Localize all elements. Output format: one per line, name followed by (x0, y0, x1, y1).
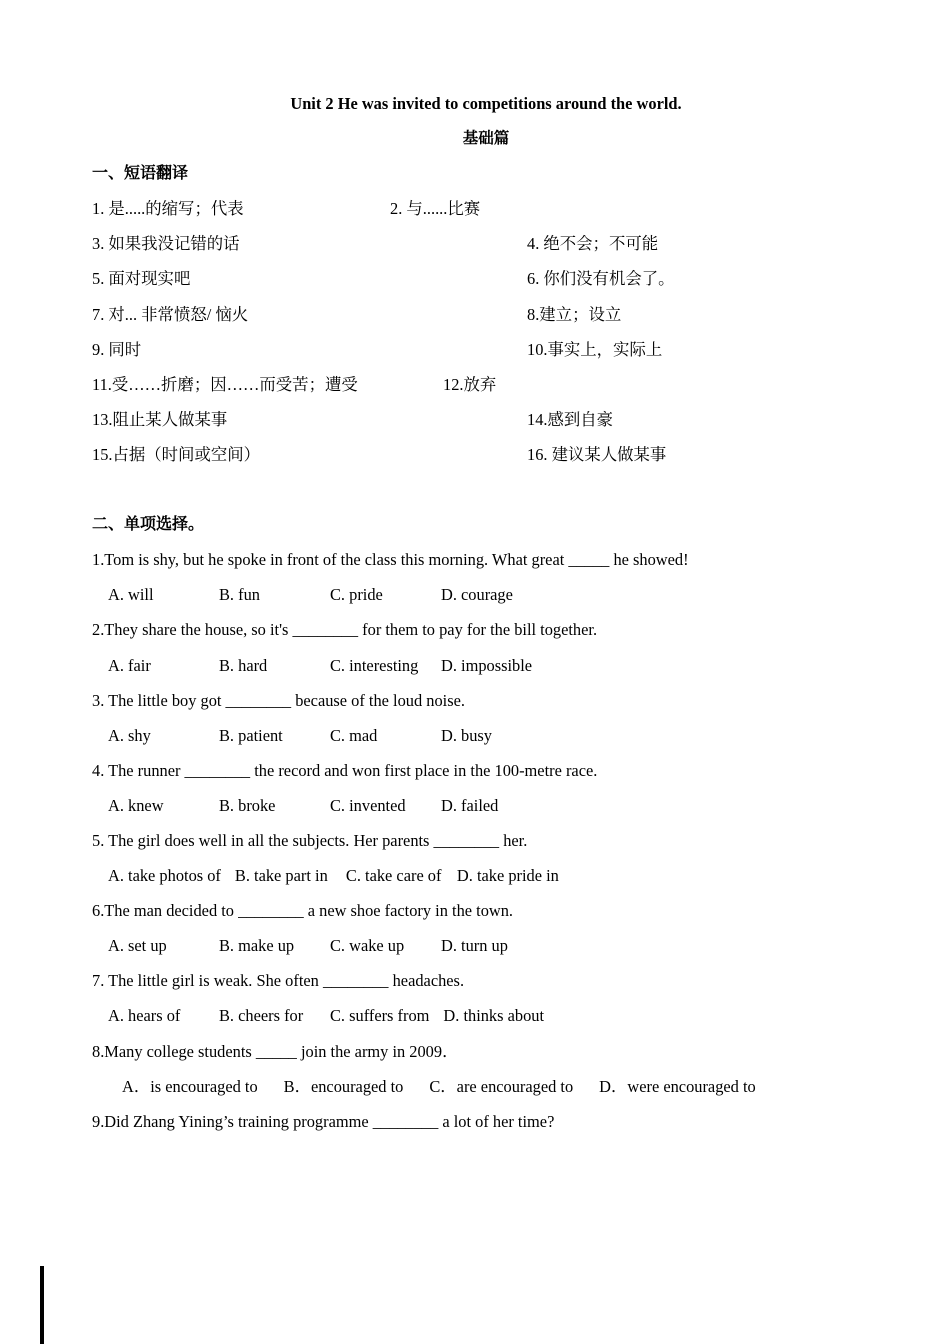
question-options (92, 718, 880, 753)
phrase-item: 5. 面对现实吧 (92, 269, 191, 289)
phrase-item: 14.感到自豪 (527, 409, 614, 429)
phrase-row (92, 437, 880, 472)
question-text: 9.Did Zhang Yining’s training programme ________ a lot of her time? (92, 1111, 555, 1131)
answer-option: B．encouraged to (283, 1076, 404, 1096)
answer-option: D. thinks about (443, 1006, 545, 1026)
question-options (92, 998, 880, 1033)
answer-option: A. shy (108, 725, 151, 745)
answer-option: A. set up (108, 936, 167, 956)
phrase-item: 1. 是.....的缩写；代表 (92, 199, 244, 219)
section2-heading: 二、单项选择。 (92, 516, 205, 534)
answer-option: B. broke (219, 795, 276, 815)
phrase-item: 16. 建议某人做某事 (527, 444, 667, 464)
section1-heading: 一、短语翻译 (92, 165, 189, 183)
answer-option: C. wake up (330, 936, 405, 956)
phrase-item: 8.建立；设立 (527, 304, 622, 324)
phrase-item: 2. 与......比赛 (390, 199, 481, 219)
question-text: 1.Tom is shy, but he spoke in front of the class this morning. What great _____ he showed! (92, 550, 689, 570)
answer-option: D. impossible (441, 655, 533, 675)
answer-option: A. hears of (108, 1006, 181, 1026)
answer-option: A. knew (108, 795, 164, 815)
answer-option: D. failed (441, 795, 499, 815)
question-text: 8.Many college students _____ join the army in 2009． (92, 1041, 459, 1061)
answer-option: A. take photos of (108, 866, 221, 886)
question-text: 3. The little boy got ________ because of the loud noise. (92, 690, 465, 710)
phrase-item: 12.放弃 (443, 374, 497, 394)
question-text: 7. The little girl is weak. She often ________ headaches. (92, 971, 465, 991)
page-edge-mark (40, 1266, 44, 1344)
phrase-row (92, 332, 880, 367)
question-text: 4. The runner ________ the record and won first place in the 100-metre race. (92, 760, 598, 780)
phrase-item: 7. 对... 非常愤怒/ 恼火 (92, 304, 249, 324)
multiple-choice-list (92, 542, 880, 1139)
phrase-item: 15.占据（时间或空间） (92, 444, 261, 464)
answer-option: B. make up (219, 936, 295, 956)
document-subtitle: 基础篇 (462, 130, 510, 148)
phrase-row (92, 191, 880, 226)
question-options (92, 577, 880, 612)
phrase-item: 6. 你们没有机会了。 (527, 269, 675, 289)
answer-option: D. turn up (441, 936, 508, 956)
phrase-translation-list (92, 191, 880, 472)
phrase-row (92, 367, 880, 402)
answer-option: A. will (108, 585, 154, 605)
answer-option: D．were encouraged to (599, 1076, 756, 1096)
phrase-item: 3. 如果我没记错的话 (92, 234, 240, 254)
question-options (92, 648, 880, 683)
phrase-row (92, 297, 880, 332)
answer-option: C. invented (330, 795, 406, 815)
answer-option: C．are encouraged to (429, 1076, 574, 1096)
phrase-row (92, 226, 880, 261)
answer-option: D. courage (441, 585, 513, 605)
answer-option: B. fun (219, 585, 260, 605)
question-options (92, 1069, 880, 1104)
question-text: 5. The girl does well in all the subjects. Her parents ________ her. (92, 830, 528, 850)
phrase-row (92, 261, 880, 296)
question-options (92, 928, 880, 963)
answer-option: B. cheers for (219, 1006, 304, 1026)
phrase-item: 10.事实上，实际上 (527, 339, 663, 359)
answer-option: C. suffers from (330, 1006, 430, 1026)
phrase-item: 11.受……折磨；因……而受苦；遭受 (92, 374, 358, 394)
answer-option: B. patient (219, 725, 283, 745)
answer-option: D. busy (441, 725, 492, 745)
phrase-row (92, 402, 880, 437)
question-text: 2.They share the house, so it's ________ for them to pay for the bill together. (92, 620, 598, 640)
phrase-item: 9. 同时 (92, 339, 142, 359)
phrase-item: 4. 绝不会；不可能 (527, 234, 659, 254)
answer-option: C. interesting (330, 655, 419, 675)
blank-line (92, 472, 880, 507)
answer-option: B. take part in (234, 866, 328, 886)
question-options (92, 788, 880, 823)
answer-option: C. mad (330, 725, 378, 745)
question-options (92, 858, 880, 893)
answer-option: A. fair (108, 655, 151, 675)
answer-option: B. hard (219, 655, 268, 675)
answer-option: D. take pride in (456, 866, 559, 886)
answer-option: C. pride (330, 585, 383, 605)
document-title: Unit 2 He was invited to competitions around the world. (290, 94, 682, 113)
answer-option: A．is encouraged to (122, 1076, 258, 1096)
question-text: 6.The man decided to ________ a new shoe factory in the town. (92, 901, 514, 921)
phrase-item: 13.阻止某人做某事 (92, 409, 228, 429)
answer-option: C. take care of (345, 866, 442, 886)
